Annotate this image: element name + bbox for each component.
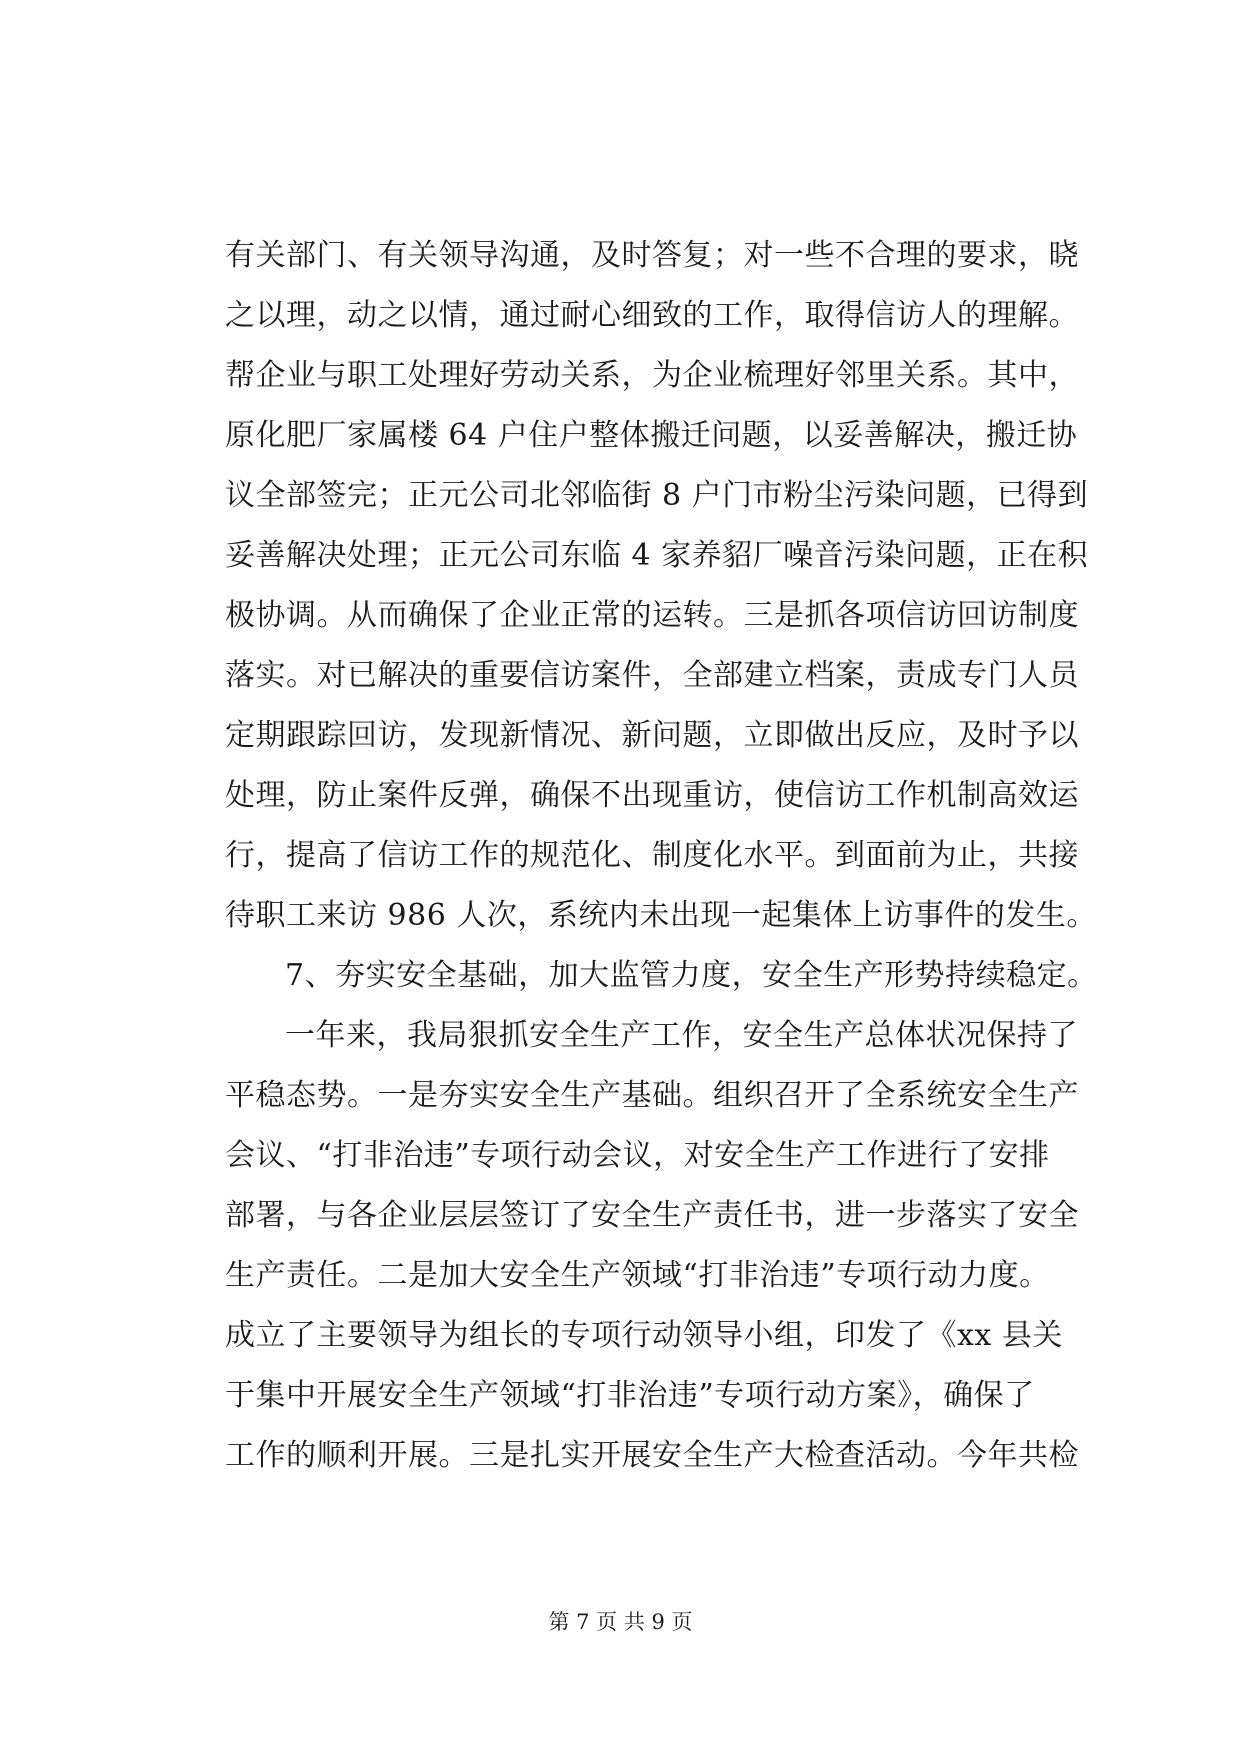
text-line: 之以理，动之以情，通过耐心细致的工作，取得信访人的理解。 xyxy=(225,298,1079,333)
text-line: 妥善解决处理；正元公司东临 4 家养貂厂噪音污染问题，正在积 xyxy=(225,538,1089,573)
page-number-footer: 第 7 页 共 9 页 xyxy=(548,1610,693,1634)
text-line: 行，提高了信访工作的规范化、制度化水平。到面前为止，共接 xyxy=(225,838,1079,873)
text-line: 成立了主要领导为组长的专项行动领导小组，印发了《xx 县关 xyxy=(225,1318,1063,1353)
document-body xyxy=(225,226,1098,1486)
text-line: 原化肥厂家属楼 64 户住户整体搬迁问题，以妥善解决，搬迁协 xyxy=(225,418,1078,453)
text-line: 部署，与各企业层层签订了安全生产责任书，进一步落实了安全 xyxy=(225,1198,1079,1233)
text-line: 定期跟踪回访，发现新情况、新问题，立即做出反应，及时予以 xyxy=(225,718,1079,753)
text-line: 平稳态势。一是夯实安全生产基础。组织召开了全系统安全生产 xyxy=(225,1078,1079,1113)
section-heading: 7、夯实安全基础，加大监管力度，安全生产形势持续稳定。 xyxy=(285,958,1098,993)
text-line: 于集中开展安全生产领域“打非治违”专项行动方案》，确保了 xyxy=(225,1378,1035,1413)
text-line: 工作的顺利开展。三是扎实开展安全生产大检查活动。今年共检 xyxy=(225,1438,1079,1473)
text-line: 议全部签完；正元公司北邻临街 8 户门市粉尘污染问题，已得到 xyxy=(225,478,1089,513)
text-line: 落实。对已解决的重要信访案件，全部建立档案，责成专门人员 xyxy=(225,658,1079,693)
text-line: 生产责任。二是加大安全生产领域“打非治违”专项行动力度。 xyxy=(225,1258,1050,1293)
text-line: 有关部门、有关领导沟通，及时答复；对一些不合理的要求，晓 xyxy=(225,238,1079,273)
text-line: 会议、“打非治违”专项行动会议，对安全生产工作进行了安排 xyxy=(225,1138,1050,1173)
text-line: 待职工来访 986 人次，系统内未出现一起集体上访事件的发生。 xyxy=(225,898,1097,933)
paragraph-start-line: 一年来，我局狠抓安全生产工作，安全生产总体状况保持了 xyxy=(285,1018,1078,1053)
text-line: 处理，防止案件反弹，确保不出现重访，使信访工作机制高效运 xyxy=(225,778,1079,813)
text-line: 帮企业与职工处理好劳动关系，为企业梳理好邻里关系。其中， xyxy=(225,358,1079,393)
text-line: 极协调。从而确保了企业正常的运转。三是抓各项信访回访制度 xyxy=(225,598,1079,633)
